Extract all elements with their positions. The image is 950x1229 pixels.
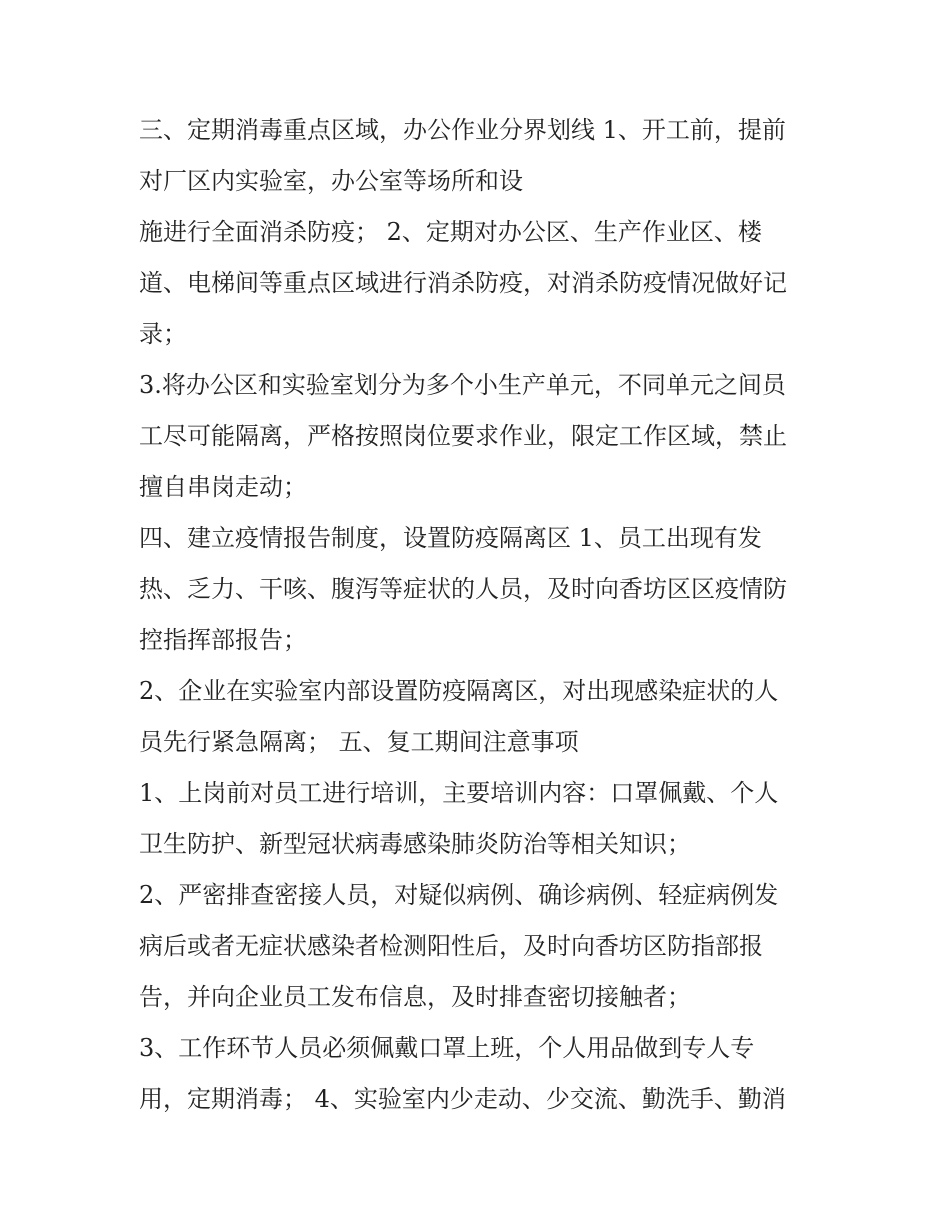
text-line: 2、企业在实验室内部设置防疫隔离区，对出现感染症状的人 [139, 677, 779, 705]
text-line: 三、定期消毒重点区域，办公作业分界划线 1、开工前，提前 [139, 116, 786, 144]
text-line: 病后或者无症状感染者检测阳性后，及时向香坊区防指部报 [139, 932, 763, 960]
text-line: 道、电梯间等重点区域进行消杀防疫，对消杀防疫情况做好记 [139, 269, 787, 297]
text-line: 2、严密排查密接人员，对疑似病例、确诊病例、轻症病例发 [139, 881, 779, 909]
text-line: 用，定期消毒； 4、实验室内少走动、少交流、勤洗手、勤消 [139, 1085, 786, 1113]
text-line: 1、上岗前对员工进行培训，主要培训内容：口罩佩戴、个人 [139, 779, 779, 807]
text-line: 对厂区内实验室，办公室等场所和设 [139, 167, 523, 195]
text-line: 热、乏力、干咳、腹泻等症状的人员，及时向香坊区区疫情防 [139, 575, 787, 603]
text-line: 工尽可能隔离，严格按照岗位要求作业，限定工作区域，禁止 [139, 422, 787, 450]
text-line: 卫生防护、新型冠状病毒感染肺炎防治等相关知识； [139, 830, 691, 858]
document-body [139, 105, 839, 1125]
text-line: 施进行全面消杀防疫； 2、定期对办公区、生产作业区、楼 [139, 218, 762, 246]
text-line: 录； [139, 320, 187, 348]
text-line: 员先行紧急隔离； 五、复工期间注意事项 [139, 728, 579, 756]
text-line: 3.将办公区和实验室划分为多个小生产单元，不同单元之间员 [139, 371, 786, 399]
text-line: 3、工作环节人员必须佩戴口罩上班，个人用品做到专人专 [139, 1034, 755, 1062]
text-line: 告，并向企业员工发布信息，及时排查密切接触者； [139, 983, 691, 1011]
text-line: 控指挥部报告； [139, 626, 307, 654]
text-line: 擅自串岗走动； [139, 473, 307, 501]
text-line: 四、建立疫情报告制度，设置防疫隔离区 1、员工出现有发 [139, 524, 762, 552]
